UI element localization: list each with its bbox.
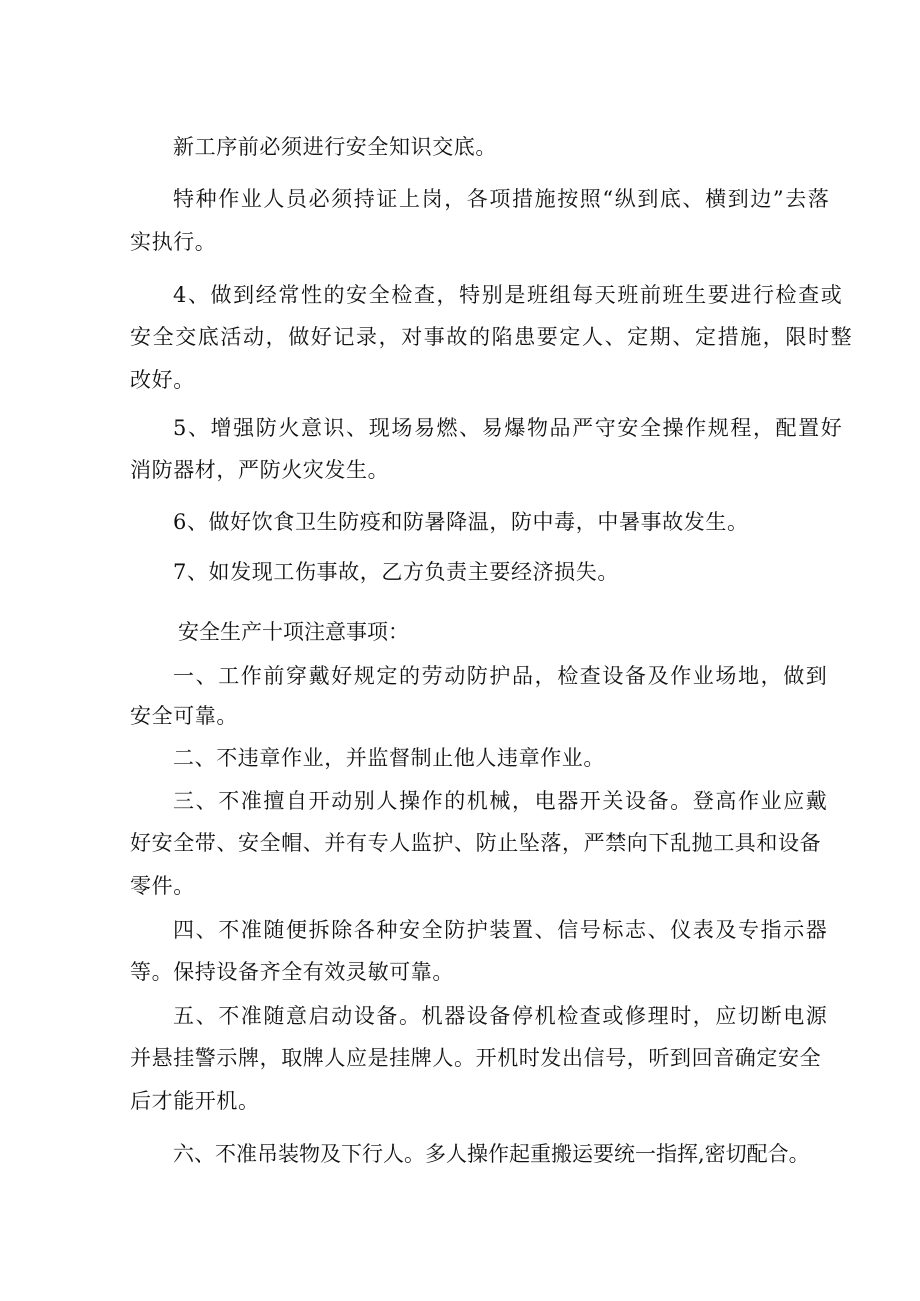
text-line-8: 消防器材，严防火灾发生。 [130, 458, 390, 482]
text-line-17: 零件。 [130, 874, 195, 898]
text-line-18: 四、不准随便拆除各种安全防护装置、信号标志、仪表及专指示器 [173, 918, 829, 942]
text-line-21: 并悬挂警示牌，取牌人应是挂牌人。开机时发出信号，听到回音确定安全 [130, 1046, 822, 1070]
text-line-5: 安全交底活动，做好记录，对事故的陷患要定人、定期、定措施，限时整 [130, 325, 854, 349]
text-line-2: 特种作业人员必须持证上岗，各项措施按照“纵到底、横到边”去落 [173, 187, 831, 211]
text-line-13: 安全可靠。 [130, 704, 238, 728]
text-line-15: 三、不准擅自开动别人操作的机械，电器开关设备。登高作业应戴 [173, 789, 829, 813]
text-line-22: 后才能开机。 [130, 1089, 260, 1113]
text-line-7: 5、增强防火意识、现场易燃、易爆物品严守安全操作规程，配置好 [173, 416, 844, 440]
text-line-23: 六、不准吊装物及下行人。多人操作起重搬运要统一指挥,密切配合。 [173, 1142, 810, 1166]
text-line-14: 二、不违章作业，并监督制止他人违章作业。 [173, 746, 605, 770]
section-heading: 安全生产十项注意事项： [178, 620, 409, 644]
text-line-3: 实执行。 [130, 230, 217, 254]
text-line-6: 改好。 [130, 368, 195, 392]
text-line-9: 6、做好饮食卫生防疫和防暑降温，防中毒，中暑事故发生。 [173, 510, 749, 534]
text-line-4: 4、做到经常性的安全检查，特别是班组每天班前班生要进行检查或 [173, 283, 844, 307]
text-line-20: 五、不准随意启动设备。机器设备停机检查或修理时，应切断电源 [173, 1004, 829, 1028]
text-line-16: 好安全带、安全帽、并有专人监护、防止坠落，严禁向下乱抛工具和设备 [130, 831, 822, 855]
text-line-19: 等。保持设备齐全有效灵敏可靠。 [130, 960, 454, 984]
text-line-1: 新工序前必须进行安全知识交底。 [173, 135, 497, 159]
text-line-12: 一、工作前穿戴好规定的劳动防护品，检查设备及作业场地，做到 [173, 664, 829, 688]
text-line-10: 7、如发现工伤事故，乙方负责主要经济损失。 [173, 560, 619, 584]
